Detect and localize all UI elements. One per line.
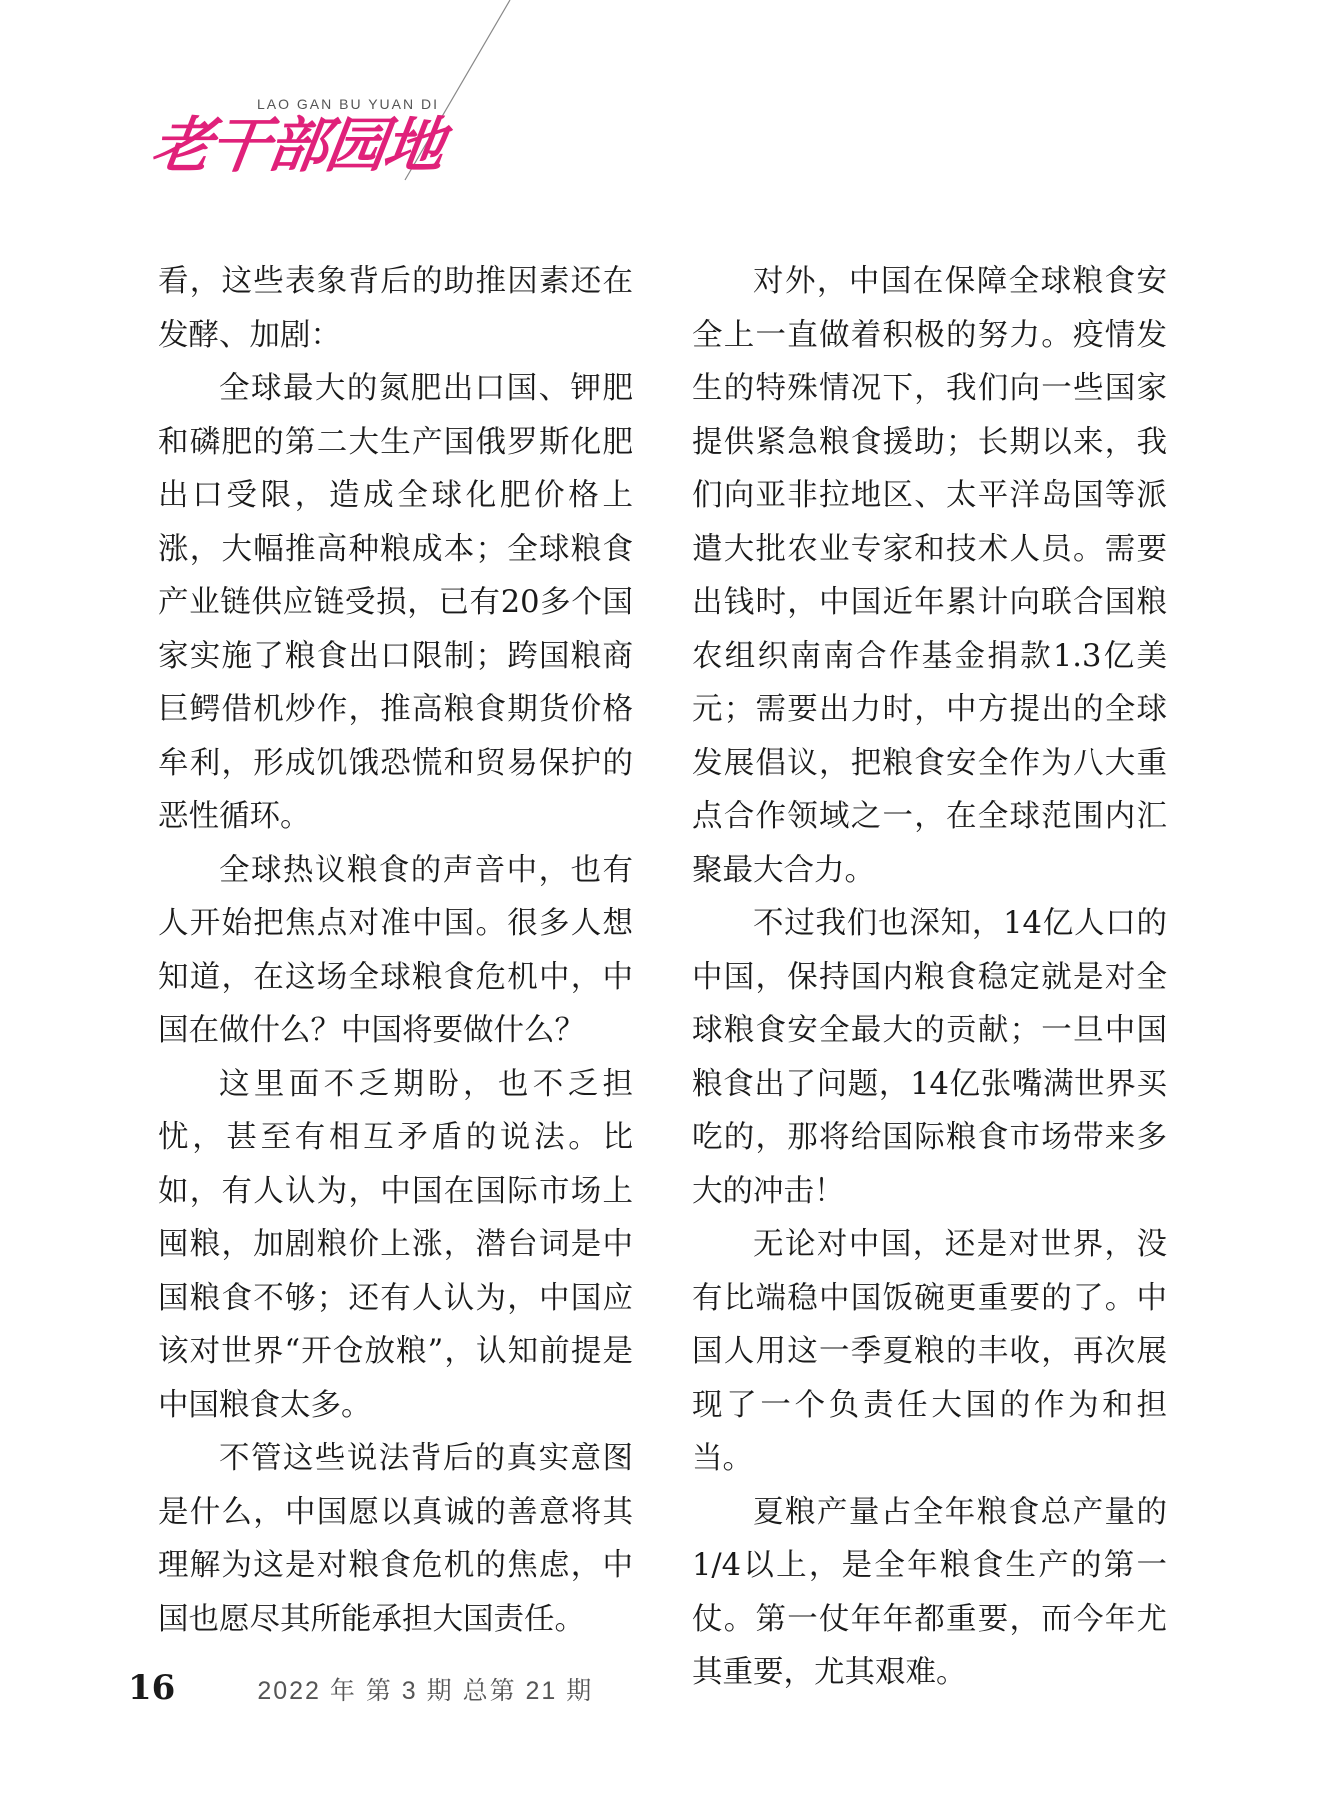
right-paragraph-2: 不过我们也深知，14亿人口的中国，保持国内粮食稳定就是对全球粮食安全最大的贡献；一旦中国粮食出了问题，14亿张嘴满世界买吃的，那将给国际粮食市场带来多大的冲击！ bbox=[692, 906, 1167, 1209]
right-paragraph-3: 无论对中国，还是对世界，没有比端稳中国饭碗更重要的了。中国人用这一季夏粮的丰收，再次展现了一个负责任大国的作为和担当。 bbox=[692, 1227, 1167, 1476]
right-paragraph-1: 对外，中国在保障全球粮食安全上一直做着积极的努力。疫情发生的特殊情况下，我们向一些国家提供紧急粮食援助；长期以来，我们向亚非拉地区、太平洋岛国等派遣大批农业专家和技术人员。需要出钱时，中国近年累计向联合国粮农组织南南合作基金捐款1.3亿美元；需要出力时，中方提出的全球发展倡议，把粮食安全作为八大重点合作领域之一，在全球范围内汇聚最大合力。 bbox=[692, 264, 1167, 888]
header-pinyin: LAO GAN BU YUAN DI bbox=[257, 96, 440, 112]
right-paragraph-4: 夏粮产量占全年粮食总产量的1/4以上，是全年粮食生产的第一仗。第一仗年年都重要，而今年尤其重要，尤其艰难。 bbox=[692, 1494, 1167, 1690]
left-column bbox=[158, 255, 633, 1646]
header-logo-title: 老干部园地 bbox=[147, 111, 447, 181]
page-number: 16 bbox=[128, 1668, 176, 1708]
left-paragraph-4: 这里面不乏期盼，也不乏担忧，甚至有相互矛盾的说法。比如，有人认为，中国在国际市场上囤粮，加剧粮价上涨，潜台词是中国粮食不够；还有人认为，中国应该对世界“开仓放粮”，认知前提是中国粮食太多。 bbox=[158, 1066, 633, 1423]
left-paragraph-2: 全球最大的氮肥出口国、钾肥和磷肥的第二大生产国俄罗斯化肥出口受限，造成全球化肥价格上涨，大幅推高种粮成本；全球粮食产业链供应链受损，已有20多个国家实施了粮食出口限制；跨国粮商巨鳄借机炒作，推高粮食期货价格牟利，形成饥饿恐慌和贸易保护的恶性循环。 bbox=[158, 371, 633, 834]
left-paragraph-3: 全球热议粮食的声音中，也有人开始把焦点对准中国。很多人想知道，在这场全球粮食危机中，中国在做什么？中国将要做什么？ bbox=[158, 852, 633, 1048]
issue-info: 2022 年 第 3 期 总第 21 期 bbox=[257, 1677, 594, 1705]
right-column bbox=[692, 255, 1167, 1700]
left-paragraph-1: 看，这些表象背后的助推因素还在发酵、加剧： bbox=[158, 264, 633, 353]
left-paragraph-5: 不管这些说法背后的真实意图是什么，中国愿以真诚的善意将其理解为这是对粮食危机的焦虑，中国也愿尽其所能承担大国责任。 bbox=[158, 1441, 633, 1637]
page-footer bbox=[128, 1668, 593, 1708]
